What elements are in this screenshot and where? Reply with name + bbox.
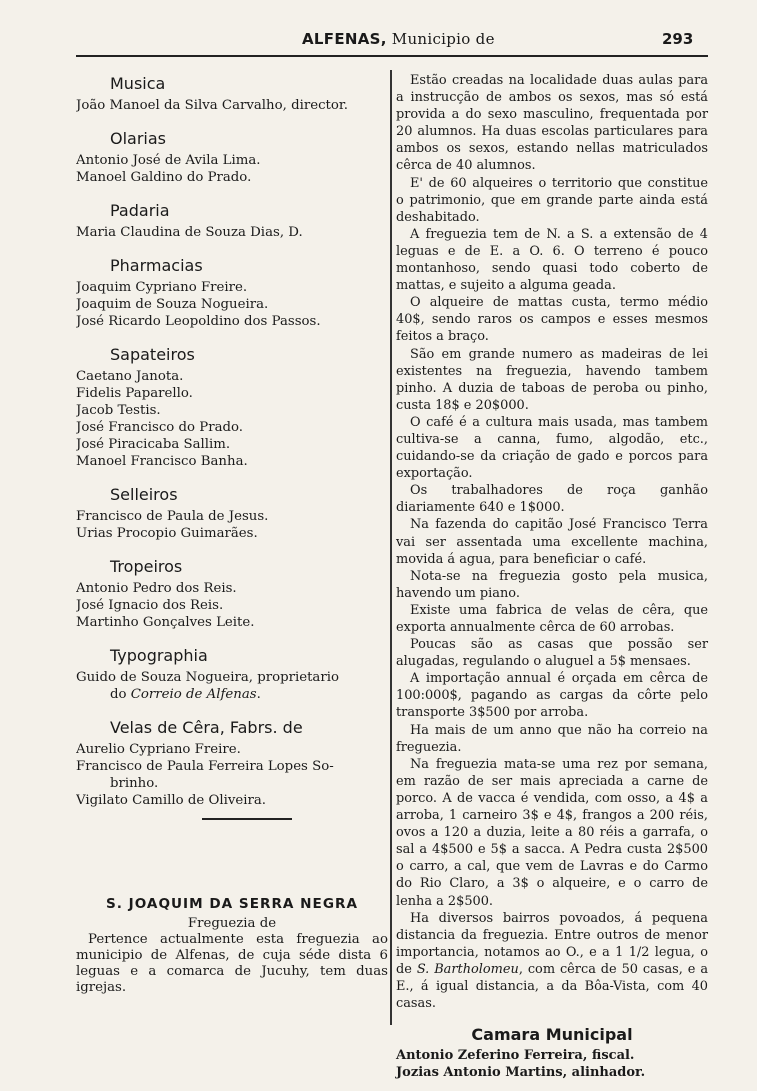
section-title-sapateiros: Sapateiros	[110, 345, 195, 364]
entry: Francisco de Paula de Jesus.	[76, 509, 269, 524]
entry: Antonio José de Avila Lima.	[76, 153, 261, 168]
entry: José Piracicaba Sallim.	[76, 437, 231, 452]
section-title-pharmacias: Pharmacias	[110, 256, 203, 275]
running-title	[302, 30, 495, 48]
entry: Guido de Souza Nogueira, proprietario	[76, 670, 339, 685]
paragraph-start: Ha diversos bairros povoados, á pequena distancia da freguezia. Entre outros de menor importancia, notamos ao O., e a 1 1/2 legua, o de	[396, 910, 708, 977]
section-title-velas: Velas de Cêra, Fabrs. de	[110, 718, 303, 737]
entry: Francisco de Paula Ferreira Lopes So-	[76, 759, 334, 774]
entry: Joaquim de Souza Nogueira.	[76, 297, 269, 312]
paragraph: O alqueire de mattas custa, termo médio 40$, sendo raros os campos e esses mesmos feitos a braço.	[396, 295, 708, 345]
paragraph: Na fazenda do capitão José Francisco Terra vai ser assentada uma excellente machina, movida á agua, para beneficiar o café.	[396, 517, 708, 567]
running-title-rest: Municipio de	[386, 30, 495, 48]
entry: Aurelio Cypriano Freire.	[76, 742, 241, 757]
paragraph: Na freguezia mata-se uma rez por semana, em razão de ser mais apreciada a carne de porco. A de vacca é vendida, com osso, a 4$ a arroba, 1 carneiro 3$ e 4$, frangos a 200 réis, ovos a 120 a duzia, leite a 80 réis a garrafa, o sal a 4$500 e 5$ a sacca. A Pedra custa 2$500 o carro, a cal, que vem de Lavras e do Carmo do Rio Claro, a 3$ o alqueire, e o carro de lenha a 2$500.	[396, 756, 708, 909]
entry: José Ignacio dos Reis.	[76, 598, 224, 613]
section-title-olarias: Olarias	[110, 129, 167, 148]
place-intro: Pertence actualmente esta freguezia ao municipio de Alfenas, de cuja séde dista 6 leguas e a comarca de Jucuhy, tem duas igrejas.	[76, 931, 388, 995]
paragraph: Nota-se na freguezia gosto pela musica, havendo um piano.	[396, 568, 708, 601]
paragraph: Ha mais de um anno que não ha correio na freguezia.	[396, 722, 708, 755]
left-column	[76, 72, 388, 996]
paragraph: Poucas são as casas que possão ser alugadas, regulando o aluguel a 5$ mensaes.	[396, 637, 708, 670]
paragraph: A importação annual é orçada em cêrca de 100:000$, pagando as cargas da côrte pelo transporte 3$500 por arroba.	[396, 671, 708, 721]
paragraph: Existe uma fabrica de velas de cêra, que exporta annualmente cêrca de 60 arrobas.	[396, 602, 708, 635]
header-rule	[76, 55, 708, 57]
entry: João Manoel da Silva Carvalho, director.	[76, 98, 348, 113]
entry: Martinho Gonçalves Leite.	[76, 615, 255, 630]
page-number: 293	[662, 30, 694, 48]
paragraph: A freguezia tem de N. a S. a extensão de 4 leguas e de E. a O. 6. O terreno é pouco montanhoso, sendo quasi todo coberto de mattas, e sujeito a alguma geada.	[396, 226, 708, 294]
place-title: S. JOAQUIM DA SERRA NEGRA	[106, 895, 358, 912]
section-title-typographia: Typographia	[110, 646, 208, 665]
entry: Manoel Francisco Banha.	[76, 454, 248, 469]
entry: José Francisco do Prado.	[76, 420, 244, 435]
entry-prefix: do	[110, 687, 131, 702]
running-title-bold: ALFENAS,	[302, 30, 387, 48]
paragraph-end: , com cêrca de 50 casas, e a E., á igual distancia, a da Bôa-Vista, com 40 casas.	[396, 961, 708, 1012]
section-end-rule	[202, 818, 292, 820]
entry: Jacob Testis.	[76, 403, 161, 418]
official-entry: Jozias Antonio Martins, alinhador.	[396, 1065, 646, 1081]
section-title-selleiros: Selleiros	[110, 485, 178, 504]
entry-continuation: brinho.	[110, 776, 159, 791]
newspaper-name: Correio de Alfenas	[130, 687, 257, 702]
entry: Caetano Janota.	[76, 369, 184, 384]
paragraph: Os trabalhadores de roça ganhão diariamente 640 e 1$000.	[396, 483, 708, 516]
paragraph: E' de 60 alqueires o territorio que constitue o patrimonio, que em grande parte ainda está deshabitado.	[396, 175, 708, 225]
entry: José Ricardo Leopoldino dos Passos.	[76, 314, 321, 329]
section-title-padaria: Padaria	[110, 201, 170, 220]
entry: Manoel Galdino do Prado.	[76, 170, 252, 185]
paragraph: São em grande numero as madeiras de lei existentes na freguezia, havendo tambem pinho. A duzia de taboas de peroba ou pinho, custa 18$ e 20$000.	[396, 346, 708, 413]
entry: Joaquim Cypriano Freire.	[76, 280, 248, 295]
section-title-tropeiros: Tropeiros	[110, 557, 183, 576]
entry-suffix: .	[256, 687, 261, 702]
entry: Urias Procopio Guimarães.	[76, 526, 258, 541]
camara-title: Camara Municipal	[471, 1025, 633, 1045]
right-column	[396, 72, 708, 1081]
place-name-italic: S. Bartholomeu	[416, 961, 519, 977]
entry: Maria Claudina de Souza Dias, D.	[76, 225, 303, 240]
place-subtitle: Freguezia de	[187, 915, 277, 931]
page-header	[0, 30, 757, 54]
paragraph-bairros	[396, 910, 708, 1013]
entry: Antonio Pedro dos Reis.	[76, 581, 237, 596]
entry: Vigilato Camillo de Oliveira.	[76, 793, 267, 808]
paragraph: Estão creadas na localidade duas aulas para a instrucção de ambos os sexos, mas só está provida a do sexo masculino, frequentada por 20 alumnos. Ha duas escolas particulares para ambos os sexos, estando nellas matriculados cêrca de 40 alumnos.	[396, 73, 708, 174]
entry-continuation	[76, 686, 388, 703]
paragraph: O café é a cultura mais usada, mas tambem cultiva-se a canna, fumo, algodão, etc., cuidando-se da criação de gado e porcos para exportação.	[396, 414, 708, 482]
entry: Fidelis Paparello.	[76, 386, 193, 401]
section-title-musica: Musica	[110, 74, 166, 93]
column-divider	[390, 70, 392, 1025]
official-entry: Antonio Zeferino Ferreira, fiscal.	[396, 1048, 635, 1064]
